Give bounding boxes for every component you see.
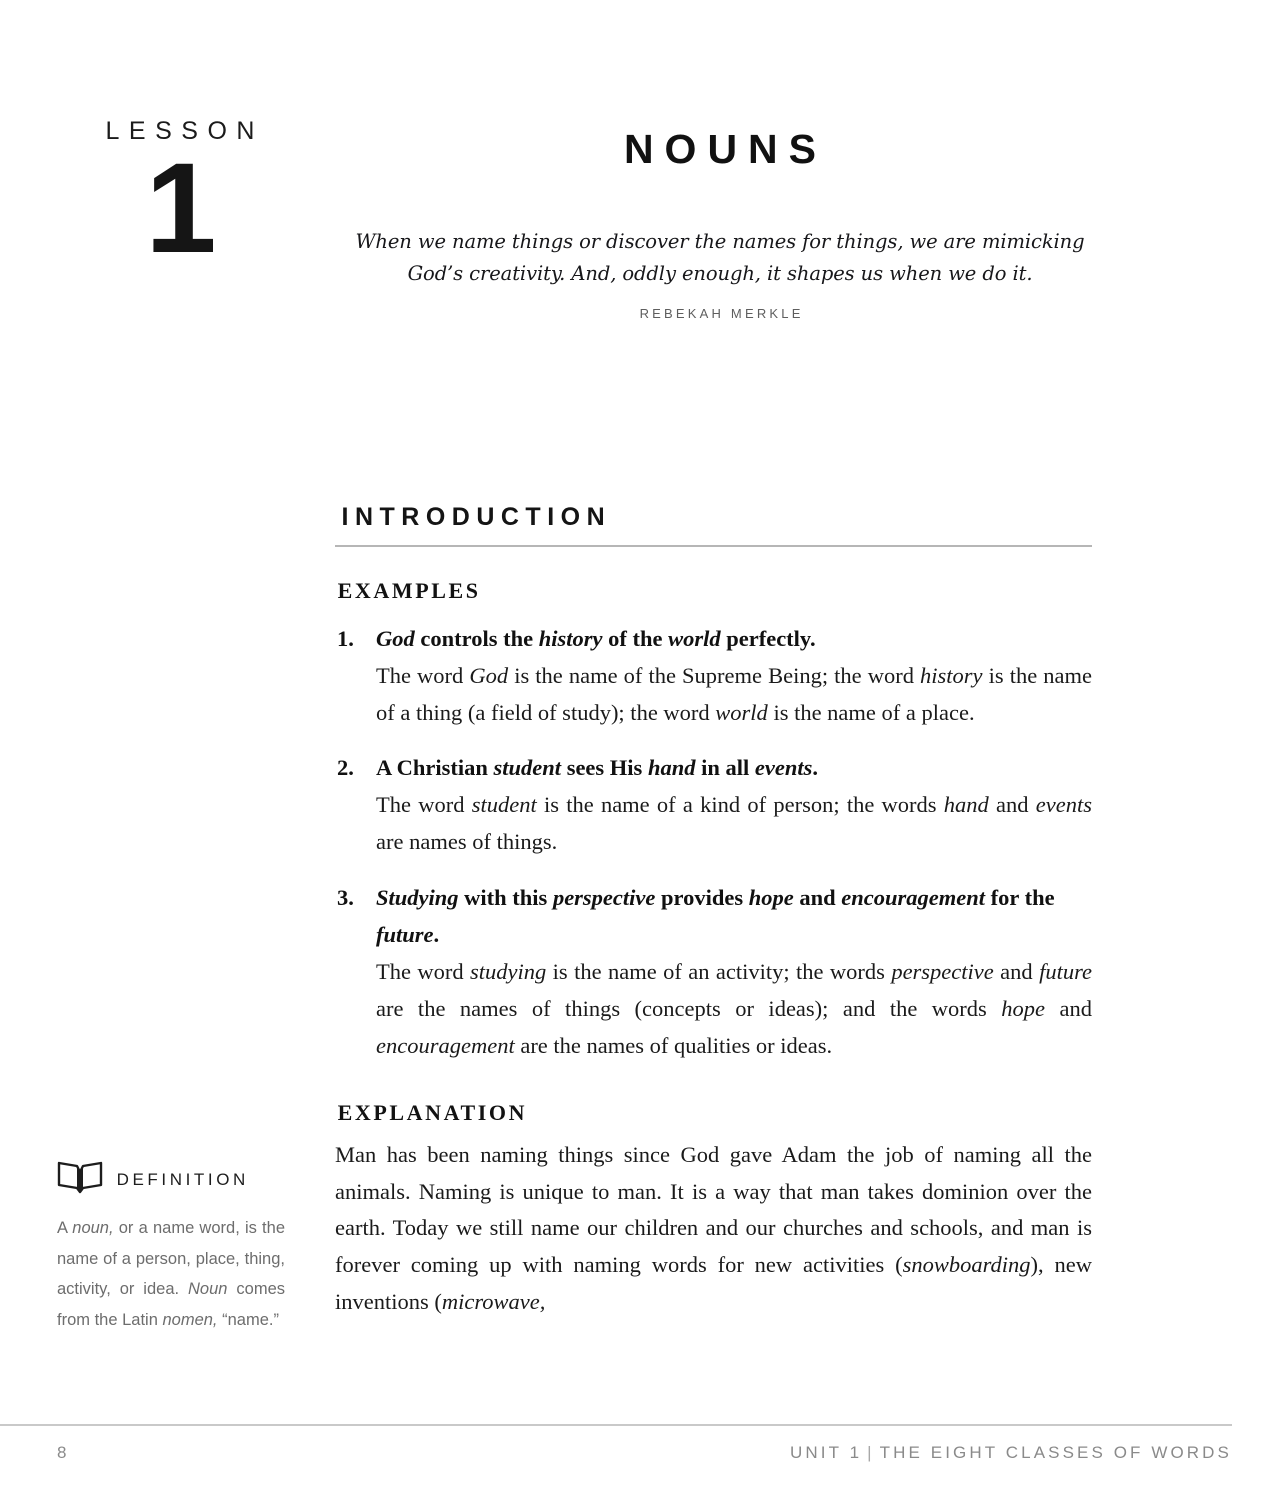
- italic-term: encouragement: [841, 884, 986, 910]
- example-number: 2.: [337, 755, 354, 781]
- italic-term: history: [920, 662, 983, 688]
- italic-term: snowboarding: [902, 1252, 1031, 1278]
- epigraph-attribution: REBEKAH MERKLE: [639, 306, 804, 322]
- italic-term: Noun: [188, 1280, 228, 1299]
- example-number: 1.: [337, 625, 354, 651]
- italic-term: perspective: [552, 884, 656, 910]
- example-item: [335, 879, 1092, 1065]
- subheading-explanation: EXPLANATION: [337, 1100, 528, 1126]
- lesson-number: 1: [145, 136, 215, 280]
- page-footer: [0, 1437, 1232, 1477]
- footer-unit: UNIT 1: [790, 1443, 863, 1462]
- footer-divider: [0, 1424, 1232, 1426]
- italic-term: future: [376, 921, 434, 947]
- italic-term: noun,: [72, 1219, 114, 1237]
- example-item: [335, 620, 1092, 731]
- italic-term: world: [668, 625, 721, 651]
- italic-term: Studying: [376, 884, 459, 910]
- italic-term: hand: [647, 755, 696, 781]
- introduction-section: [335, 503, 1092, 1343]
- example-sentence: Studying with this perspective provides hope and encouragement for the future.: [376, 884, 1055, 947]
- italic-term: hope: [748, 884, 794, 910]
- section-divider: [335, 545, 1092, 547]
- explanation-block: [335, 1100, 1092, 1320]
- footer-title: THE EIGHT CLASSES OF WORDS: [879, 1443, 1232, 1462]
- lesson-marker: [60, 117, 300, 280]
- explanation-paragraph: Man has been naming things since God gave Adam the job of naming all the animals. Naming is unique to man. It is a way that man takes dominion over the earth. Today we still name our children and our churches and schools, and man is forever coming up with naming words for new activities (snowboarding), new inventions (microwave,: [335, 1142, 1092, 1314]
- example-sentence: A Christian student sees His hand in all events.: [376, 755, 818, 781]
- italic-term: microwave,: [441, 1288, 546, 1314]
- epigraph: [345, 226, 1095, 321]
- italic-term: future: [1039, 958, 1092, 984]
- example-explanation: The word God is the name of the Supreme Being; the word history is the name of a thing (a field of study); the word world is the name of a place.: [376, 662, 1092, 725]
- italic-term: student: [471, 792, 537, 818]
- italic-term: events: [1035, 792, 1092, 818]
- section-heading-introduction: INTRODUCTION: [341, 503, 612, 531]
- lesson-label: LESSON: [105, 117, 264, 145]
- open-book-icon: [57, 1160, 103, 1199]
- example-item: [335, 749, 1092, 860]
- footer-unit-title: [787, 1443, 1232, 1463]
- subheading-examples: EXAMPLES: [337, 577, 481, 603]
- epigraph-quote: When we name things or discover the names for things, we are mimicking God’s creativity. And, oddly enough, it shapes us when we do it.: [355, 230, 1085, 285]
- definition-text: A noun, or a name word, is the name of a person, place, thing, activity, or idea. Noun comes from the Latin nomen, “name.”: [57, 1219, 285, 1330]
- definition-label: DEFINITION: [116, 1169, 249, 1189]
- italic-term: hope: [1001, 995, 1046, 1021]
- example-number: 3.: [337, 884, 354, 910]
- definition-header: [57, 1160, 285, 1199]
- italic-term: studying: [470, 958, 547, 984]
- italic-term: nomen,: [162, 1311, 218, 1330]
- example-explanation: The word studying is the name of an activity; the words perspective and future are the names of things (concepts or ideas); and the words hope and encouragement are the names of qualities or ideas.: [376, 958, 1092, 1058]
- italic-term: God: [376, 625, 415, 651]
- italic-term: history: [538, 625, 603, 651]
- examples-list: [335, 620, 1092, 1064]
- italic-term: world: [715, 700, 768, 725]
- page-number: 8: [57, 1443, 68, 1462]
- italic-term: perspective: [891, 958, 994, 984]
- example-sentence: God controls the history of the world perfectly.: [376, 625, 816, 651]
- footer-separator: |: [867, 1443, 875, 1462]
- italic-term: events: [754, 755, 813, 781]
- italic-term: God: [469, 662, 509, 688]
- italic-term: student: [493, 755, 562, 781]
- italic-term: hand: [943, 792, 989, 818]
- example-explanation: The word student is the name of a kind of person; the words hand and events are names of things.: [376, 792, 1092, 855]
- page-title: NOUNS: [623, 126, 828, 172]
- italic-term: encouragement: [376, 1033, 515, 1058]
- definition-sidebar: [57, 1160, 285, 1352]
